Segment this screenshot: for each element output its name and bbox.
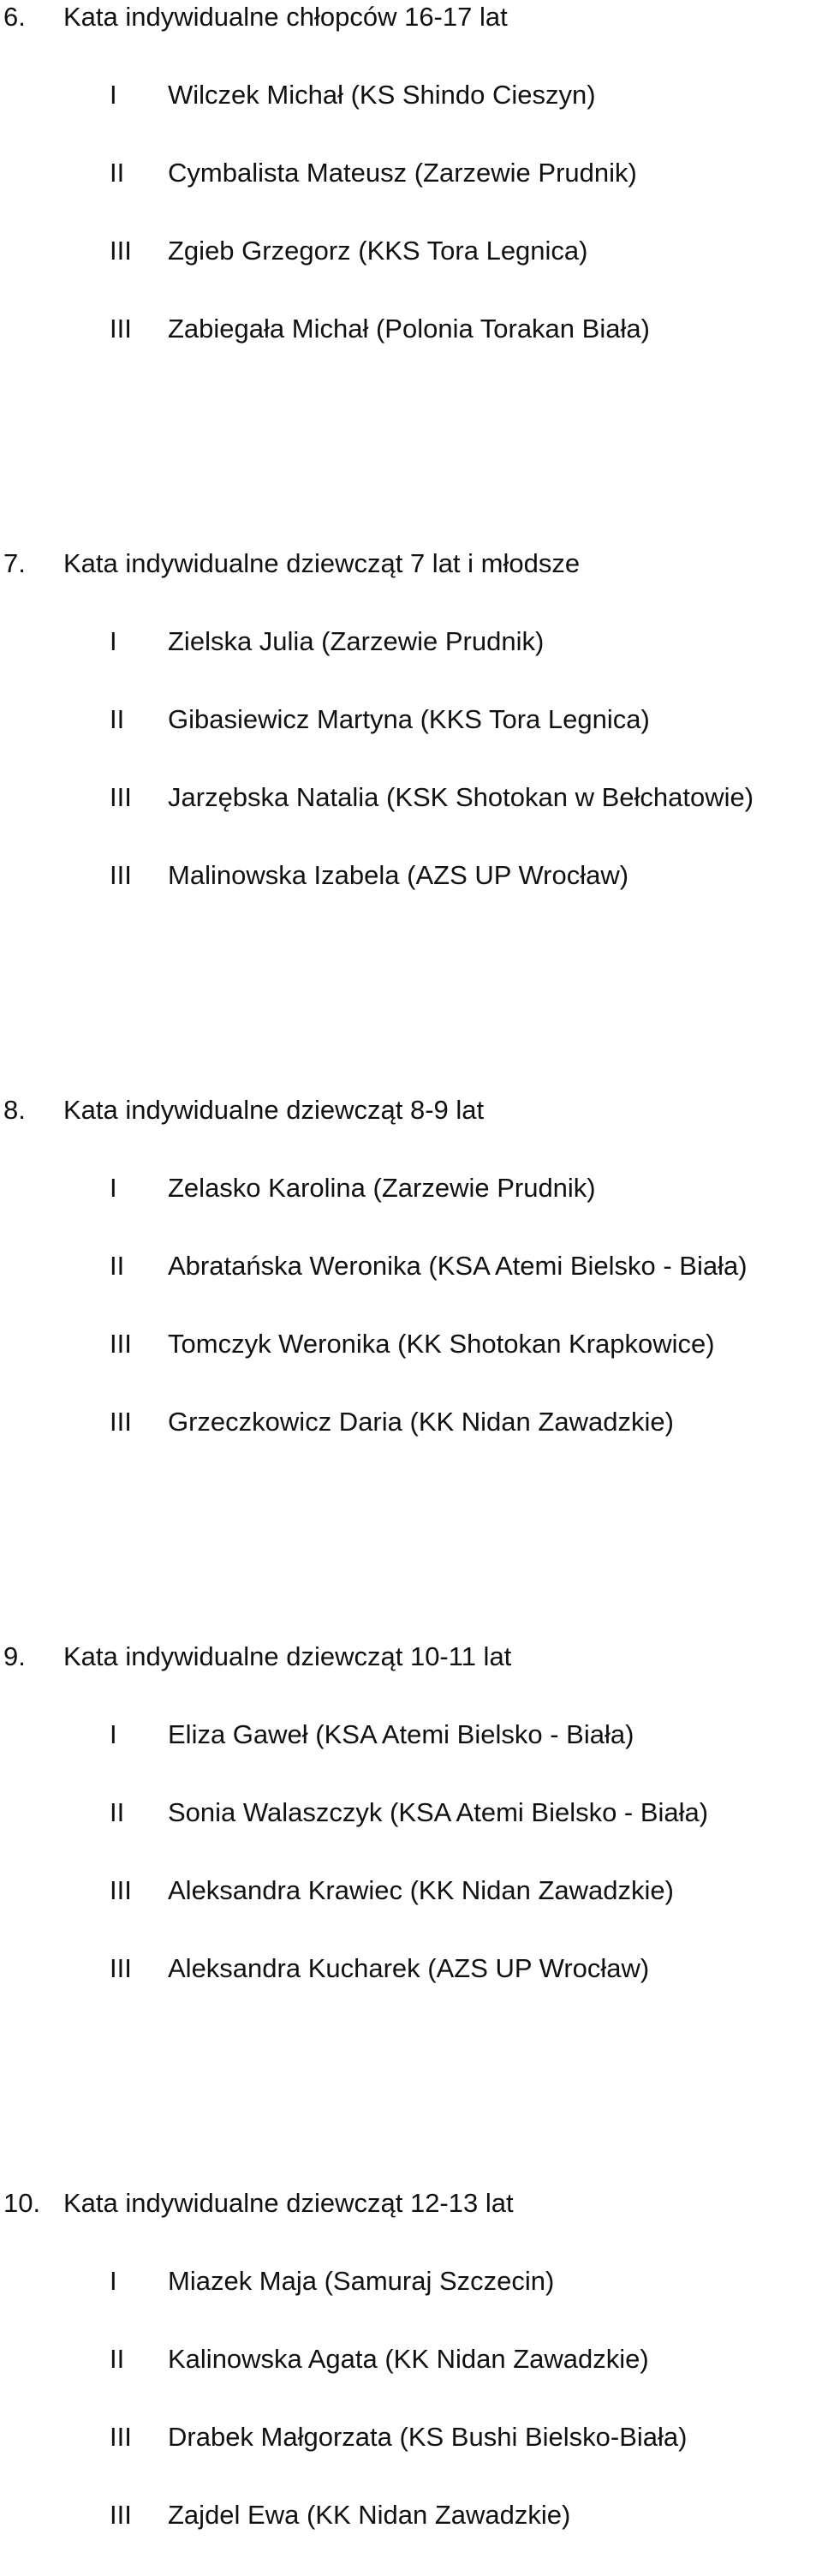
category-section-8: [0, 1093, 822, 1483]
result-name: Cymbalista Mateusz (Zarzewie Prudnik): [168, 158, 637, 188]
result-rank: III: [110, 236, 132, 266]
result-row: [0, 1171, 822, 1249]
result-row: [0, 780, 822, 858]
category-title: Kata indywidualne dziewcząt 12-13 lat: [63, 2188, 514, 2218]
result-name: Sonia Walaszczyk (KSA Atemi Bielsko - Biała): [168, 1797, 709, 1827]
result-name: Zelasko Karolina (Zarzewie Prudnik): [168, 1173, 596, 1203]
category-title: Kata indywidualne chłopców 16-17 lat: [63, 2, 508, 32]
result-name: Wilczek Michał (KS Shindo Cieszyn): [168, 80, 596, 110]
result-rank: I: [110, 1719, 117, 1749]
result-row: [0, 2342, 822, 2420]
result-name: Abratańska Weronika (KSA Atemi Bielsko - Biała): [168, 1251, 748, 1281]
result-rank: III: [110, 2500, 132, 2530]
result-name: Jarzębska Natalia (KSK Shotokan w Bełchatowie): [168, 782, 754, 812]
result-rank: II: [110, 2344, 125, 2374]
result-row: [0, 1249, 822, 1327]
result-row: [0, 1718, 822, 1796]
category-heading: [0, 547, 822, 625]
section-spacer: [0, 936, 822, 1093]
result-name: Miazek Maja (Samuraj Szczecin): [168, 2266, 555, 2296]
result-rank: III: [110, 1329, 132, 1359]
result-rank: II: [110, 158, 125, 188]
result-row: [0, 1951, 822, 2029]
result-rank: I: [110, 80, 117, 110]
result-row: [0, 2264, 822, 2342]
result-rank: III: [110, 860, 132, 890]
result-row: [0, 625, 822, 702]
result-name: Eliza Gaweł (KSA Atemi Bielsko - Biała): [168, 1719, 634, 1749]
result-rank: I: [110, 2266, 117, 2296]
result-rank: III: [110, 2422, 132, 2452]
result-rank: III: [110, 314, 132, 344]
result-rank: I: [110, 626, 117, 656]
category-section-6: [0, 0, 822, 390]
category-heading: [0, 1093, 822, 1171]
result-rank: III: [110, 1407, 132, 1437]
result-rank: II: [110, 1797, 125, 1827]
category-heading: [0, 1640, 822, 1718]
result-rank: III: [110, 782, 132, 812]
result-row: [0, 1327, 822, 1405]
result-name: Aleksandra Krawiec (KK Nidan Zawadzkie): [168, 1875, 674, 1905]
result-row: [0, 1405, 822, 1483]
result-name: Grzeczkowicz Daria (KK Nidan Zawadzkie): [168, 1407, 674, 1437]
category-section-9: [0, 1640, 822, 2029]
result-row: [0, 1796, 822, 1874]
result-name: Zabiegała Michał (Polonia Torakan Biała): [168, 314, 650, 344]
result-rank: III: [110, 1953, 132, 1983]
category-section-10: [0, 2186, 822, 2576]
result-name: Malinowska Izabela (AZS UP Wrocław): [168, 860, 629, 890]
result-name: Zajdel Ewa (KK Nidan Zawadzkie): [168, 2500, 571, 2530]
result-row: [0, 702, 822, 780]
result-row: [0, 1874, 822, 1951]
category-number: 7.: [3, 548, 26, 578]
category-title: Kata indywidualne dziewcząt 8-9 lat: [63, 1095, 485, 1125]
result-row: [0, 2498, 822, 2576]
result-row: [0, 312, 822, 390]
category-number: 10.: [3, 2188, 41, 2218]
result-rank: I: [110, 1173, 117, 1203]
category-title: Kata indywidualne dziewcząt 7 lat i młodsze: [63, 548, 581, 578]
result-name: Tomczyk Weronika (KK Shotokan Krapkowice): [168, 1329, 715, 1359]
result-name: Zielska Julia (Zarzewie Prudnik): [168, 626, 545, 656]
category-heading: [0, 0, 822, 78]
result-row: [0, 858, 822, 936]
section-spacer: [0, 2029, 822, 2186]
section-spacer: [0, 1483, 822, 1640]
result-name: Zgieb Grzegorz (KKS Tora Legnica): [168, 236, 588, 266]
result-name: Kalinowska Agata (KK Nidan Zawadzkie): [168, 2344, 649, 2374]
result-row: [0, 156, 822, 234]
result-name: Gibasiewicz Martyna (KKS Tora Legnica): [168, 704, 650, 734]
result-row: [0, 2420, 822, 2498]
result-rank: III: [110, 1875, 132, 1905]
category-section-7: [0, 547, 822, 936]
result-rank: II: [110, 1251, 125, 1281]
section-spacer: [0, 390, 822, 547]
result-name: Aleksandra Kucharek (AZS UP Wrocław): [168, 1953, 650, 1983]
result-name: Drabek Małgorzata (KS Bushi Bielsko-Biała): [168, 2422, 688, 2452]
result-row: [0, 234, 822, 312]
category-number: 8.: [3, 1095, 26, 1125]
result-row: [0, 78, 822, 156]
category-heading: [0, 2186, 822, 2264]
category-number: 9.: [3, 1641, 26, 1671]
category-number: 6.: [3, 2, 26, 32]
category-title: Kata indywidualne dziewcząt 10-11 lat: [63, 1641, 512, 1671]
result-rank: II: [110, 704, 125, 734]
